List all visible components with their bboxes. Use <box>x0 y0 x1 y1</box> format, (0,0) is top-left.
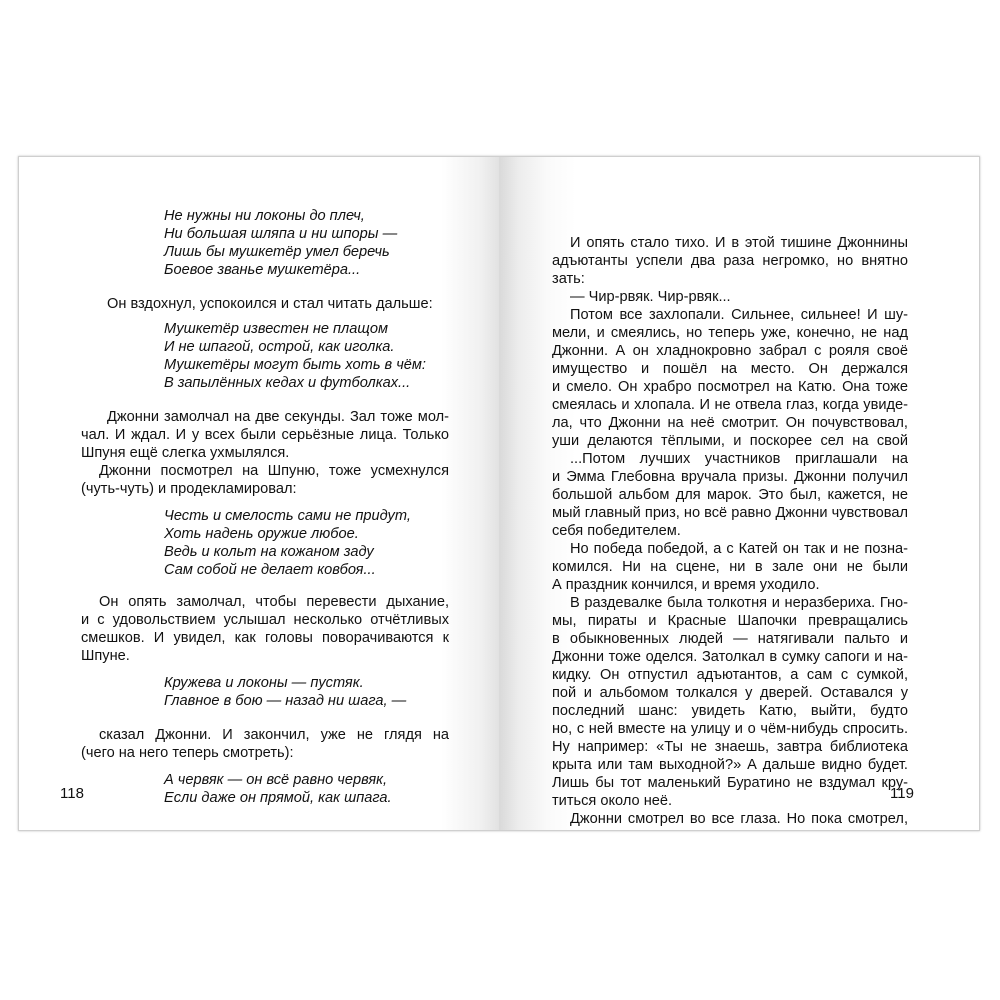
text-line: Он вздохнул, успокоился и стал читать дальше: <box>107 296 433 312</box>
text-line: Джонни посмотрел на Шпуню, тоже усмехнулся <box>99 463 449 479</box>
text-line: мы, пираты и Красные Шапочки превращались <box>552 613 908 629</box>
verse-line: Кружева и локоны — пустяк. <box>164 675 364 691</box>
text-line: смешков. И увидел, как головы поворачиваются к <box>81 630 449 646</box>
text-line: смеялась и хлопала. И не отвела глаз, когда увиде- <box>552 397 908 413</box>
text-line: уши делаются тёплыми, и поскорее сел на свой <box>552 433 908 449</box>
text-line: крыта или там выходной?» А дальше видно будет. <box>552 757 908 773</box>
text-line: мели, и смеялись, но теперь уже, конечно, не над <box>552 325 908 341</box>
right-page <box>499 157 979 830</box>
text-line: комился. Ни на сцене, ни в зале они не были <box>552 559 908 575</box>
text-line: но, с ней вместе на улицу и о чём-нибудь спросить. <box>552 721 908 737</box>
left-page <box>19 157 499 830</box>
text-line: адъютанты успели два раза негромко, но внятно <box>552 253 908 269</box>
text-line: себя победителем. <box>552 523 681 539</box>
verse-line: А червяк — он всё равно червяк, <box>164 772 388 788</box>
text-line: Ну например: «Ты не знаешь, завтра библиотека <box>552 739 908 755</box>
text-line: (чуть-чуть) и продекламировал: <box>81 481 297 497</box>
text-line: ла, что Джонни на неё смотрит. Он почувствовал, <box>552 415 908 431</box>
verse-line: Хоть надень оружие любое. <box>164 526 359 542</box>
text-line: Джонни замолчал на две секунды. Зал тоже мол- <box>107 409 449 425</box>
verse-line: И не шпагой, острой, как иголка. <box>164 339 395 355</box>
text-line: В раздевалке была толкотня и неразбериха. Гно- <box>570 595 908 611</box>
text-line: Он опять замолчал, чтобы перевести дыхание, <box>99 594 449 610</box>
text-line: Лишь бы тот маленький Буратино не вздумал кру- <box>552 775 908 791</box>
verse-line: Если даже он прямой, как шпага. <box>164 790 392 806</box>
verse-line: Главное в бою — назад ни шага, — <box>164 693 407 709</box>
text-line: в обыкновенных людей — натягивали пальто и <box>552 631 908 647</box>
verse-line: Мушкетёр известен не плащом <box>164 321 388 337</box>
text-line: Но победа победой, а с Катей он так и не позна- <box>570 541 908 557</box>
verse-line: Лишь бы мушкетёр умел беречь <box>164 244 390 260</box>
verse-line: Ни большая шляпа и ни шпоры — <box>164 226 398 242</box>
text-line: и с удовольствием услышал несколько отчётливых <box>81 612 449 628</box>
text-line: (чего на него теперь смотреть): <box>81 745 294 761</box>
verse-line: Честь и смелость сами не придут, <box>164 508 411 524</box>
page-number-right: 119 <box>890 785 914 802</box>
verse-line: Боевое званье мушкетёра... <box>164 262 361 278</box>
text-line: чал. И ждал. И у всех были серьёзные лица. Только <box>81 427 449 443</box>
text-line: имущество и пошёл на место. Он держался <box>552 361 908 377</box>
text-line: кидку. Он отпустил адъютантов, а сам с сумкой, <box>552 667 908 683</box>
verse-line: Сам собой не делает ковбоя... <box>164 562 376 578</box>
verse-line: В запылённых кедах и футболках... <box>164 375 411 391</box>
text-line: титься около неё. <box>552 793 673 809</box>
text-line: Шпуня ещё слегка ухмылялся. <box>81 445 290 461</box>
text-line: Потом все захлопали. Сильнее, сильнее! И шу- <box>570 307 908 323</box>
text-line: последний шанс: увидеть Катю, выйти, будто <box>552 703 908 719</box>
text-line: большой альбом для марок. Это был, кажется, не <box>552 487 908 503</box>
book-spread <box>18 156 980 831</box>
text-line: И опять стало тихо. И в этой тишине Джоннины <box>570 235 908 251</box>
text-line: Джонни. А он хладнокровно забрал с рояля своё <box>552 343 908 359</box>
text-line: сказал Джонни. И закончил, уже не глядя на <box>99 727 449 743</box>
verse-line: Не нужны ни локоны до плеч, <box>164 208 365 224</box>
text-line: — Чир-рвяк. Чир-рвяк... <box>570 289 731 305</box>
text-line: пой и альбомом толкался у дверей. Оставался у <box>552 685 908 701</box>
text-line: зать: <box>552 271 585 287</box>
text-line: и смело. Он храбро посмотрел на Катю. Она тоже <box>552 379 908 395</box>
verse-line: Ведь и кольт на кожаном заду <box>164 544 374 560</box>
verse-line: Мушкетёры могут быть хоть в чём: <box>164 357 426 373</box>
text-line: А праздник кончился, и время уходило. <box>552 577 820 593</box>
text-line <box>552 829 908 830</box>
text-line: Джонни тоже оделся. Затолкал в сумку сапоги и на- <box>552 649 908 665</box>
text-line: ...Потом лучших участников приглашали на <box>570 451 908 467</box>
text-line: и Эмма Глебовна вручала призы. Джонни получил <box>552 469 908 485</box>
text-line: Джонни смотрел во все глаза. Но пока смотрел, <box>570 811 908 827</box>
page-number-left: 118 <box>60 785 84 802</box>
text-line: мый главный приз, но всё равно Джонни чувствовал <box>552 505 908 521</box>
text-line: Шпуне. <box>81 648 130 664</box>
